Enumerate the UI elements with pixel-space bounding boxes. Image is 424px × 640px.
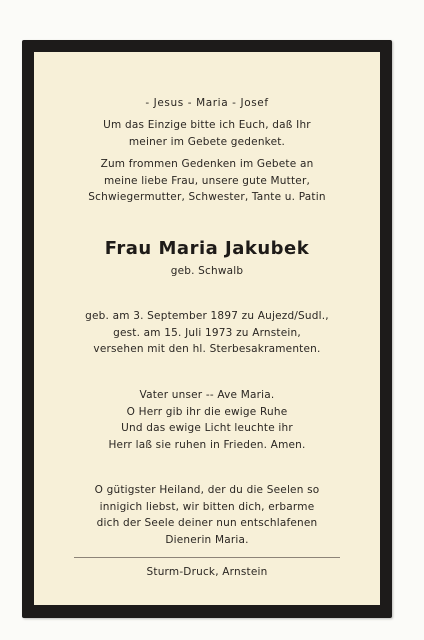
prayer-line: Dienerin Maria. — [165, 533, 249, 546]
sacraments-line: versehen mit den hl. Sterbesakramenten. — [93, 343, 321, 355]
dedication — [34, 156, 380, 206]
prayer-line: O Herr gib ihr die ewige Ruhe — [126, 405, 288, 418]
printer-credit: Sturm-Druck, Arnstein — [146, 566, 268, 578]
prayer-line: Herr laß sie ruhen in Frieden. Amen. — [108, 438, 306, 451]
eternal-rest-prayer — [34, 387, 380, 453]
deceased-name: Frau Maria Jakubek — [104, 238, 310, 259]
dedication-line: Zum frommen Gedenken im Gebete an — [100, 158, 314, 170]
savior-prayer — [34, 482, 380, 548]
prayer-line: dich der Seele deiner nun entschlafenen — [96, 517, 318, 529]
dedication-line: Schwiegermutter, Schwester, Tante u. Patin — [88, 191, 326, 203]
prayer-line: innigich liebst, wir bitten dich, erbarme — [99, 500, 315, 513]
memorial-card — [22, 40, 392, 618]
prayer-line: O gütigster Heiland, der du die Seelen so — [94, 484, 320, 496]
death-line: gest. am 15. Juli 1973 zu Arnstein, — [113, 326, 301, 339]
life-dates — [34, 308, 380, 358]
prayer-line: Vater unser -- Ave Maria. — [139, 389, 275, 401]
dedication-line: meine liebe Frau, unsere gute Mutter, — [104, 174, 310, 187]
maiden-name: geb. Schwalb — [170, 265, 244, 277]
prayer-line: Und das ewige Licht leuchte ihr — [121, 422, 293, 434]
opening-prayer — [34, 117, 380, 150]
opening-prayer-line: meiner im Gebete gedenket. — [128, 135, 286, 148]
invocation-line: - Jesus - Maria - Josef — [145, 97, 269, 109]
birth-line: geb. am 3. September 1897 zu Aujezd/Sudl., — [85, 310, 329, 322]
divider-rule — [74, 557, 340, 558]
opening-prayer-line: Um das Einzige bitte ich Euch, daß Ihr — [103, 119, 311, 131]
card-paper — [34, 52, 380, 605]
invocation — [34, 95, 380, 112]
